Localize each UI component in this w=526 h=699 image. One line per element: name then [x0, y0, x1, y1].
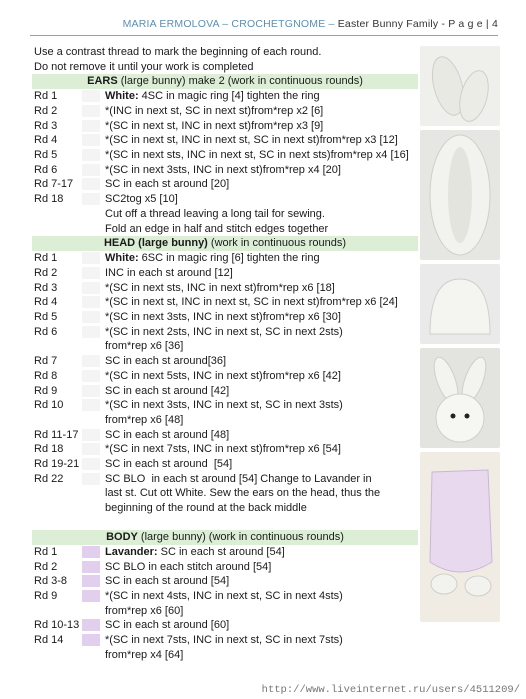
intro-text — [34, 45, 414, 74]
pattern-row — [34, 574, 414, 589]
pattern-row — [34, 648, 414, 663]
ears-title: EARS — [87, 75, 118, 88]
color-swatch — [82, 605, 100, 617]
instruction-text: *(SC in next 7sts, INC in next st)from*rep x6 [54] — [105, 443, 341, 456]
head-section-header — [32, 236, 418, 251]
round-instruction — [105, 398, 414, 413]
pattern-row — [34, 442, 414, 457]
instruction-text: *(SC in next 4sts, INC in next st, SC in next 4sts) — [105, 589, 343, 602]
instruction-text: *(SC in next 5sts, INC in next st)from*rep x6 [42] — [105, 369, 341, 382]
watermark-url: http://www.liveinternet.ru/users/4511209/ — [261, 684, 520, 696]
ears-section-header — [32, 74, 418, 89]
instruction-text: from*rep x6 [48] — [105, 413, 184, 426]
color-swatch — [82, 282, 100, 294]
round-instruction — [105, 222, 414, 237]
head-ears-image — [420, 348, 500, 448]
color-swatch — [82, 223, 100, 235]
color-name: White: — [105, 90, 139, 103]
pattern-row — [34, 501, 414, 516]
instruction-text: *(SC in next 3sts, INC in next st, SC in next 3sts) — [105, 399, 343, 412]
instruction-text: SC in each st around [54] — [105, 458, 233, 471]
round-label: Rd 5 — [34, 311, 58, 324]
color-swatch — [82, 634, 100, 646]
instruction-text: from*rep x6 [36] — [105, 340, 184, 353]
pattern-row — [34, 310, 414, 325]
color-swatch — [82, 340, 100, 352]
color-swatch — [82, 120, 100, 132]
round-label: Rd 9 — [34, 384, 58, 397]
round-label: Rd 8 — [34, 369, 58, 382]
instruction-text: last st. Cut ott White. Sew the ears on the head, thus the — [105, 487, 381, 500]
color-swatch — [82, 149, 100, 161]
round-instruction — [105, 89, 414, 104]
color-swatch — [82, 193, 100, 205]
head-rows — [34, 251, 414, 516]
round-label — [34, 486, 82, 501]
instruction-text: SC in each st around [54] — [105, 575, 230, 588]
round-instruction — [105, 281, 414, 296]
color-swatch — [82, 458, 100, 470]
instruction-text: SC in each st around [60] — [105, 619, 230, 632]
round-label: Rd 11-17 — [34, 428, 79, 441]
head-title: HEAD (large bunny) — [103, 237, 208, 250]
pattern-row — [34, 192, 414, 207]
intro-line-1: Use a contrast thread to mark the beginning of each round. — [34, 46, 322, 58]
instruction-text: 4SC in magic ring [4] tighten the ring — [138, 90, 320, 103]
round-instruction — [105, 163, 414, 178]
ears-image — [420, 46, 500, 126]
color-swatch — [82, 296, 100, 308]
round-label — [34, 413, 82, 428]
instruction-text: *(SC in next 7sts, INC in next st, SC in next 7sts) — [105, 634, 343, 647]
pattern-row — [34, 398, 414, 413]
ears-subtitle: (large bunny) make 2 (work in continuous rounds) — [120, 75, 363, 88]
pattern-row — [34, 369, 414, 384]
instruction-text: SC in each st around [48] — [105, 428, 230, 441]
pattern-row — [34, 472, 414, 487]
round-label — [34, 207, 82, 222]
round-instruction — [105, 413, 414, 428]
round-label: Rd 3-8 — [34, 575, 68, 588]
color-swatch — [82, 429, 100, 441]
round-instruction — [105, 295, 414, 310]
round-label — [34, 501, 82, 516]
intro-line-2: Do not remove it until your work is completed — [34, 60, 254, 73]
color-swatch — [82, 590, 100, 602]
round-label: Rd 2 — [34, 266, 58, 279]
round-instruction — [105, 428, 414, 443]
round-label: Rd 3 — [34, 281, 58, 294]
round-instruction — [105, 119, 414, 134]
ear-closeup-image — [420, 130, 500, 260]
round-instruction — [105, 472, 414, 487]
pattern-row — [34, 486, 414, 501]
round-instruction — [105, 545, 414, 560]
head-photo — [420, 264, 500, 344]
page-header — [0, 18, 498, 30]
round-label: Rd 3 — [34, 119, 58, 132]
color-swatch — [82, 355, 100, 367]
round-instruction — [105, 104, 414, 119]
pattern-row — [34, 251, 414, 266]
pattern-row — [34, 104, 414, 119]
round-instruction — [105, 589, 414, 604]
color-swatch — [82, 105, 100, 117]
instruction-text: SC in each st around [20] — [105, 178, 230, 191]
pattern-content — [34, 45, 414, 663]
pattern-row — [34, 222, 414, 237]
round-instruction — [105, 618, 414, 633]
color-swatch — [82, 414, 100, 426]
round-instruction — [105, 501, 414, 516]
body-section-header — [32, 530, 418, 545]
instruction-text: INC in each st around [12] — [105, 266, 233, 279]
color-swatch — [82, 473, 100, 485]
pattern-row — [34, 633, 414, 648]
color-swatch — [82, 370, 100, 382]
round-instruction — [105, 266, 414, 281]
section-gap — [34, 516, 414, 530]
round-label: Rd 5 — [34, 149, 58, 161]
color-swatch — [82, 546, 100, 558]
round-label — [34, 604, 82, 619]
round-instruction — [105, 207, 414, 222]
round-label — [34, 222, 82, 237]
header-separator: – — [328, 18, 335, 30]
instruction-text: *(SC in next 3sts, INC in next st)from*rep x4 [20] — [105, 163, 341, 176]
instruction-text: SC BLO in each st around [54] Change to Lavander in — [105, 472, 372, 485]
pattern-row — [34, 618, 414, 633]
color-name: White: — [105, 252, 139, 265]
instruction-text: *(SC in next st, INC in next st, SC in next st)from*rep x3 [12] — [105, 134, 398, 147]
instruction-text: SC in each st around[36] — [105, 355, 227, 368]
round-instruction — [105, 133, 414, 148]
ears-rows — [34, 89, 414, 236]
color-swatch — [82, 619, 100, 631]
instruction-text: *(SC in next 2sts, INC in next st, SC in next 2sts) — [105, 325, 343, 338]
pattern-row — [34, 207, 414, 222]
pattern-row — [34, 589, 414, 604]
round-label — [34, 648, 82, 663]
photo-column — [420, 46, 500, 626]
round-label: Rd 1 — [34, 252, 58, 265]
color-swatch — [82, 267, 100, 279]
round-label: Rd 18 — [34, 193, 64, 206]
color-swatch — [82, 134, 100, 146]
body-title: BODY — [106, 530, 138, 543]
pattern-row — [34, 560, 414, 575]
round-instruction — [105, 648, 414, 663]
round-label: Rd 1 — [34, 90, 58, 103]
header-author: MARIA ERMOLOVA – CROCHETGNOME — [122, 18, 326, 30]
instruction-text: 6SC in magic ring [6] tighten the ring — [138, 252, 320, 265]
ear-closeup-photo — [420, 130, 500, 260]
instruction-text: from*rep x6 [60] — [105, 604, 184, 617]
round-label: Rd 7-17 — [34, 178, 74, 191]
color-swatch — [82, 649, 100, 661]
round-label: Rd 10 — [34, 399, 64, 412]
round-label: Rd 10-13 — [34, 619, 80, 632]
color-swatch — [82, 385, 100, 397]
round-instruction — [105, 339, 414, 354]
pattern-row — [34, 133, 414, 148]
head-image — [420, 264, 500, 344]
round-instruction — [105, 633, 414, 648]
round-label: Rd 18 — [34, 443, 64, 456]
pattern-row — [34, 163, 414, 178]
round-label: Rd 9 — [34, 589, 58, 602]
round-label: Rd 7 — [34, 355, 58, 368]
instruction-text: Cut off a thread leaving a long tail for sewing. — [105, 207, 325, 220]
round-label: Rd 19-21 — [34, 458, 80, 471]
instruction-text: SC in each st around [42] — [105, 384, 230, 397]
pattern-row — [34, 354, 414, 369]
round-instruction — [105, 604, 414, 619]
header-title: Easter Bunny Family - P a g e | 4 — [337, 18, 498, 30]
pattern-row — [34, 604, 414, 619]
color-swatch — [82, 399, 100, 411]
round-instruction — [105, 384, 414, 399]
body-photo — [420, 452, 500, 622]
head-ears-photo — [420, 348, 500, 448]
round-label: Rd 1 — [34, 545, 58, 558]
instruction-text: *(SC in next st, INC in next st, SC in next st)from*rep x6 [24] — [105, 296, 398, 309]
instruction-text: *(SC in next st, INC in next st)from*rep x3 [9] — [105, 119, 324, 132]
pattern-row — [34, 339, 414, 354]
pattern-row — [34, 457, 414, 472]
pattern-row — [34, 266, 414, 281]
round-label: Rd 6 — [34, 325, 58, 338]
color-swatch — [82, 90, 100, 102]
color-swatch — [82, 164, 100, 176]
pattern-row — [34, 119, 414, 134]
instruction-text: SC BLO in each stitch around [54] — [105, 560, 272, 573]
color-swatch — [82, 252, 100, 264]
body-rows — [34, 545, 414, 663]
instruction-text: SC in each st around [54] — [157, 545, 285, 558]
round-instruction — [105, 486, 414, 501]
color-swatch — [82, 311, 100, 323]
pattern-row — [34, 89, 414, 104]
pattern-row — [34, 413, 414, 428]
instruction-text: *(SC in next sts, INC in next st)from*rep x6 [18] — [105, 281, 335, 294]
instruction-text: SC2tog x5 [10] — [105, 193, 178, 206]
pattern-row — [34, 281, 414, 296]
instruction-text: *(SC in next sts, INC in next st, SC in next sts)from*rep x4 [16] — [105, 149, 409, 161]
color-swatch — [82, 487, 100, 499]
color-swatch — [82, 326, 100, 338]
round-label: Rd 22 — [34, 472, 64, 485]
round-label: Rd 4 — [34, 134, 58, 147]
color-swatch — [82, 502, 100, 514]
pattern-row — [34, 177, 414, 192]
round-instruction — [105, 442, 414, 457]
round-instruction — [105, 251, 414, 266]
ears-photo — [420, 46, 500, 126]
color-name: Lavander: — [105, 545, 158, 558]
round-instruction — [105, 574, 414, 589]
instruction-text: *(INC in next st, SC in next st)from*rep x2 [6] — [105, 104, 324, 117]
pattern-row — [34, 428, 414, 443]
pattern-row — [34, 325, 414, 340]
round-instruction — [105, 325, 414, 340]
round-label: Rd 4 — [34, 296, 58, 309]
pattern-row — [34, 148, 414, 163]
color-swatch — [82, 561, 100, 573]
round-instruction — [105, 560, 414, 575]
round-instruction — [105, 369, 414, 384]
instruction-text: from*rep x4 [64] — [105, 648, 184, 661]
pattern-row — [34, 384, 414, 399]
pattern-row — [34, 295, 414, 310]
round-instruction — [105, 192, 414, 207]
header-rule — [30, 35, 498, 36]
head-subtitle: (work in continuous rounds) — [210, 237, 347, 250]
color-swatch — [82, 443, 100, 455]
instruction-text: beginning of the round at the back middle — [105, 502, 307, 515]
round-instruction — [105, 148, 414, 163]
round-instruction — [105, 354, 414, 369]
round-instruction — [105, 310, 414, 325]
body-image — [420, 452, 500, 622]
pattern-row — [34, 545, 414, 560]
instruction-text: *(SC in next 3sts, INC in next st)from*rep x6 [30] — [105, 311, 341, 324]
body-subtitle: (large bunny) (work in continuous rounds) — [140, 530, 344, 543]
color-swatch — [82, 178, 100, 190]
instruction-text: Fold an edge in half and stitch edges together — [105, 222, 329, 235]
round-label: Rd 2 — [34, 560, 58, 573]
round-label: Rd 2 — [34, 104, 58, 117]
round-instruction — [105, 177, 414, 192]
round-label: Rd 6 — [34, 163, 58, 176]
color-swatch — [82, 575, 100, 587]
round-label: Rd 14 — [34, 634, 64, 647]
round-label — [34, 339, 82, 354]
round-instruction — [105, 457, 414, 472]
color-swatch — [82, 208, 100, 220]
